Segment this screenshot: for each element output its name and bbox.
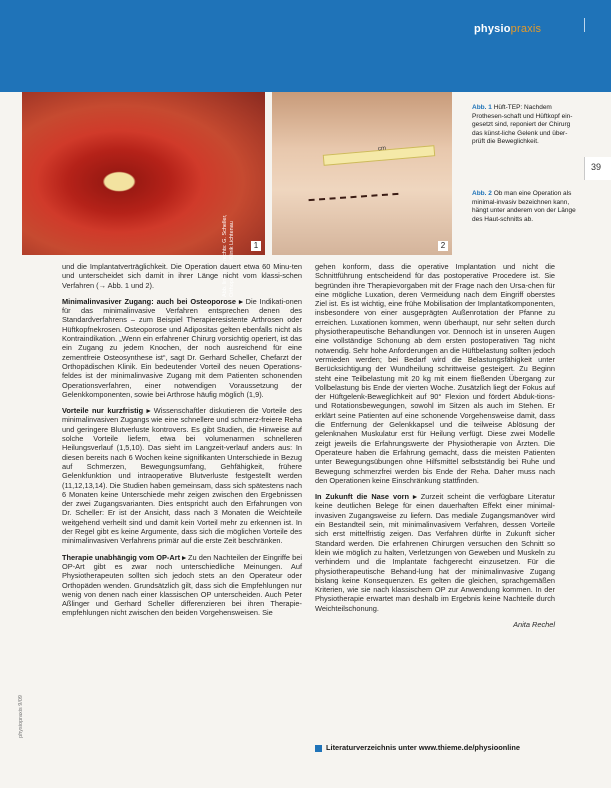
paragraph	[62, 406, 302, 545]
section-heading: Vorteile nur kurzfristig ▸	[62, 406, 151, 416]
caption-text: Hüft-TEP: Nachdem Prothesen-schaft und Hüftkopf ein-gesetzt sind, reponiert der Chirurg das künst-liche Gelenk und über-prüft die Beweglichkeit.	[472, 104, 573, 146]
caption-text: Ob man eine Operation als minimal-invasiv bezeichnen kann, hängt unter anderem von der Länge des Haut-schnitts ab.	[472, 190, 576, 223]
literature-link[interactable]	[315, 743, 575, 752]
article-column-left	[62, 262, 302, 625]
caption-label: Abb. 2	[472, 190, 492, 197]
page-header	[0, 0, 611, 92]
section-heading: In Zukunft die Nase vorn ▸	[315, 492, 417, 502]
figure-number: 2	[438, 241, 448, 251]
side-credit: physiopraxis 9/09	[18, 695, 24, 738]
section-text: Zu den Nachteilen der Eingriffe bei OP-Art gibt es zwar noch unterschiedliche Meinungen. Auf Physiotherapeuten sollten sich jedoch stets an den Operateur oder Orthopäden wenden. Grundsätzlich gilt, dass sich die Empfehlungen nur wenig von denen nach einer klassischen OP unterscheiden. Auch Peter Aßlinger und Gerhard Scheller differenzieren bei ihren Therapie-empfehlungen nicht zwischen den beiden Vorgehensweisen. Sie	[62, 552, 302, 618]
section-heading: Therapie unabhängig vom OP-Art ▸	[62, 552, 186, 562]
sutured-incision	[308, 179, 399, 201]
brand-part2: praxis	[510, 23, 542, 35]
paragraph	[62, 297, 302, 399]
section-text: Die Indikati-onen für das minimalinvasive Verfahren entsprechen denen des Standardverfahrens – zum Beispiel Therapieresistente Arthrosen oder Hüftkopfnekrosen. Osteoporose und Adipositas gelten ebenfalls nicht als Kontraindikation. „Wenn ein erfahrener Chirurg vorsichtig operiert, ist das ein Zugang zu jedem Knochen, der noch ausreichend für eine zementfreie Osteosynthese ist“, sagt Dr. Gerhard Scheller, Chefarzt der Orthopädischen Klinik. Ein bedeutender Vorteil des neuen Operations-feldes ist der minimalinvasive Zugang mit dem Patienten schonenden Operationsverfahren, einer notwendigen Voraussetzung der Gelenkkomponenten, sowie bei Arthrose häufig möglich (1,9).	[62, 296, 302, 399]
article-column-right	[315, 262, 555, 636]
figure-number: 1	[251, 241, 261, 251]
paragraph: gehen konform, dass die operative Implantation und nicht die Schnittführung entscheidend für das postoperative Procedere ist. Sie begründen ihre Therapievorgaben mit der Frage nach den Ursa-chen für eine mögliche Luxation, deren Vermeidung nach dem Eingriff oberstes Ziel ist. Es ist wichtig, eine frühe Mobilisation der Implantatkomponenten, insbesondere von einer ausgeprägten Außenrotation der Pfanne zu erreichen. Luxationen kommen, wenn überhaupt, nur sehr selten durch physiotherapeutische Behandlungen vor. Dennoch ist in unseren Augen eine vollständige Schonung ab dem ersten postoperativen Tag nicht notwendig. Sehr hohe Anforderungen an die Hüftbelastung sollten jedoch vermieden werden; bei Bedarf wird die Belastungsfähigkeit unter Berücksichtigung der Wundheilung schrittweise gesteigert. Zu Beginn steht eine Teilbelastung mit 20 kg mit einem fließenden Übergang zur Vollbelastung bis Ende der vierten Woche. Zusätzlich liegt der Fokus auf der Hüftgelenk-Beweglichkeit auf 90° Flexion und fördert Abduk-tions- und Rotationsbewegungen, sowohl im Sitzen als auch im Stehen. Er erklärt seine Patienten auf eine schonende Vorgehensweise damit, dass die Entfernung der Gelenkkapsel und die teilweise Ablösung der gelenknahen Muskulatur erst für Heilung verfügt. Diese zwei Modelle zeigt jeweils die Erfahrungswerte der Physiotherapie von Ärzten. Die Operateure haben die Erfahrung gemacht, dass die meisten Patienten unter Bewegungsübungen ohne Hilfsmittel selbstständig bei Ruhe und Bewegung schmerzfrei werden bis Ende der Reha. Daher muss nach den Operationen keine Einschränkung stattfinden.	[315, 262, 555, 485]
section-text: Wissenschaftler diskutieren die Vorteile des minimalinvasiven Zugangs wie eine schnellere und schmerz-freiere Reha und geringere Blutverluste kontrovers. Es gibt Studien, die Hinweise auf solche Vorteile liefern, etwa bei volumenarmen schnelleren Heilungsverlauf (1,5,10). Das sieht im Langzeit-verlauf anders aus: In diesen bereits nach 6 Wochen keine signifikanten Unterschiede in Bezug auf Schmerzen, Bewegungsumfang, Gehfähigkeit, frühere Gelenkfunktion und intraoperative Blutverluste festgestellt werden (11,12,13,14). Die Studien haben gemeinsam, dass sich spätestens nach 6 Monaten keine Unterschiede mehr zeigen zwischen den Ergebnissen der zwei Zugangsvarianten. Dies entspricht auch den Erfahrungen von Dr. Scheller: Er ist der Ansicht, dass nach 3 Monaten die Weichteile weitgehend verheilt sind und damit kein Vorteil mehr zu erkennen ist. In der Regel gibt es keine Argumente, dass sich die möglichen Vorteile des minimalinvasiven Verfahrens primär auf die erste Zeit beschränken.	[62, 406, 303, 546]
figure-2-incision-photo	[272, 92, 452, 255]
section-heading: Minimalinvasiver Zugang: auch bei Osteoporose ▸	[62, 296, 243, 306]
photo-credit: Abb. links und rechts: G. Scheller, Orthopädische Klinik Lichtenau	[222, 214, 235, 297]
literature-text: Literaturverzeichnis unter www.thieme.de/physioonline	[326, 743, 520, 752]
author-signature: Anita Rechel	[513, 619, 555, 629]
page-number: 39	[591, 162, 602, 172]
caption-label: Abb. 1	[472, 104, 492, 111]
section-text: Zurzeit scheint die verfügbare Literatur keine deutlichen Belege für einen dauerhaften Effekt einer minimal-invasiven Zugangsweise zu liefern. Das mediale Zugangsmanöver wird ein Bestandteil sein, mit minimalinvasivem Verfahren, dessen Vorteile sich erst mittelfristig zeigen. Das Verfahren dürfte in Zukunft sicher Standard werden. Die erfahrenen Chirurgen versuchen den Schnitt so klein wie möglich zu halten, Verletzungen von Geweben und Muskeln zu verhindern und die Implantate fachgerecht einzusetzen. Für die physiotherapeutische Behand-lung hat der minimalinvasive Zugang bislang keine Konsequenzen. Es gelten die gleichen, sprachgemäßen Kriterien, wie sie nach klassischem OP zur Anwendung kommen. In der Physiotherapie erwartet man deshalb im Ergebnis keine Nachteile durch Weichteilschonung.	[315, 492, 555, 613]
paragraph: und die Implantatverträglichkeit. Die Operation dauert etwa 60 Minu-ten und unterscheidet sich damit in ihrer Länge nicht vom klassi-schen Verfahren (→ Abb. 1 und 2).	[62, 262, 302, 290]
brand-logo	[474, 23, 541, 35]
square-bullet-icon	[315, 745, 322, 752]
paragraph	[62, 553, 302, 618]
header-divider	[584, 18, 585, 32]
paragraph	[315, 492, 555, 613]
caption-figure-1	[472, 104, 580, 147]
ruler-label: cm	[377, 145, 387, 153]
caption-figure-2	[472, 190, 580, 224]
brand-part1: physio	[474, 23, 511, 35]
